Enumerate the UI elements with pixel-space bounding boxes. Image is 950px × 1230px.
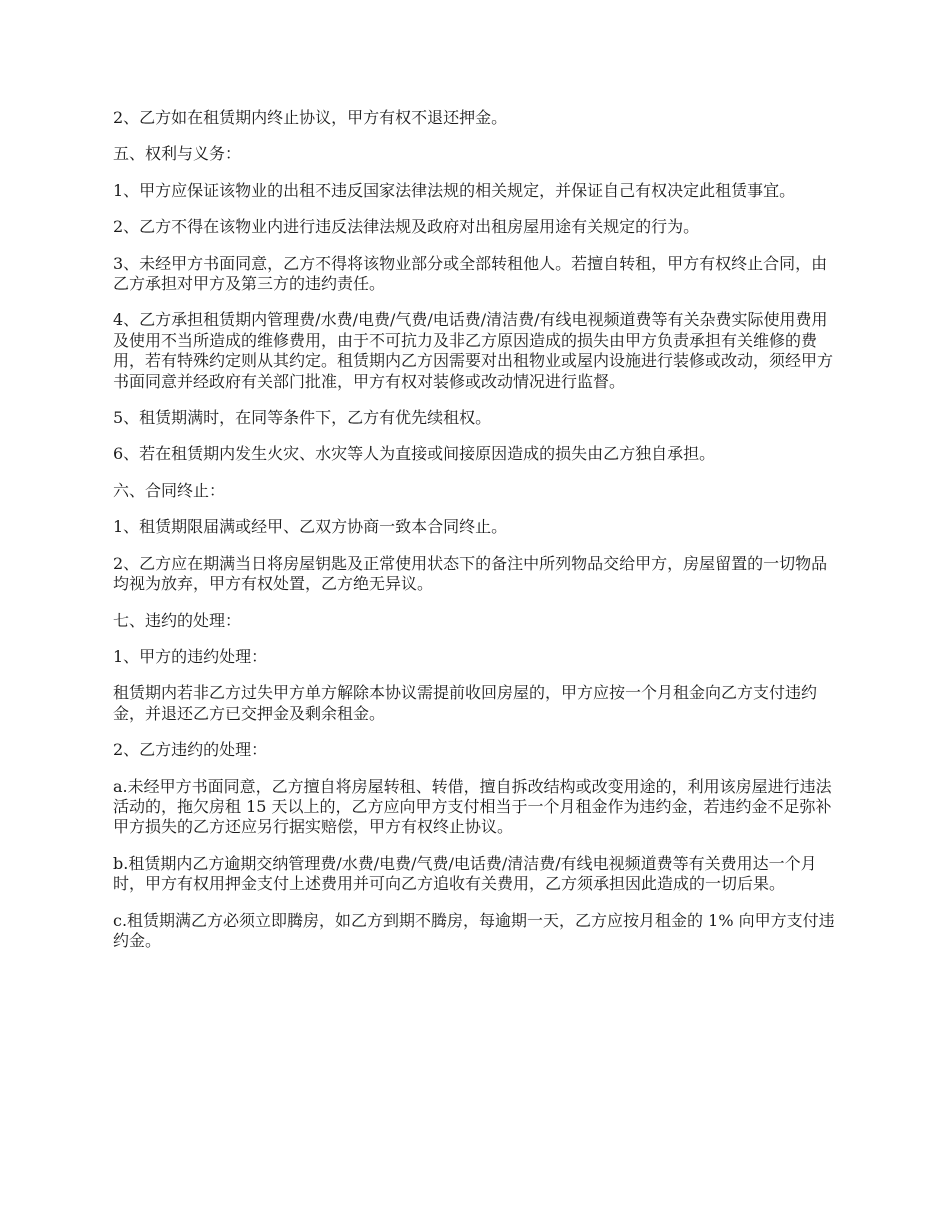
paragraph-rights-4: 4、乙方承担租赁期内管理费/水费/电费/气费/电话费/清洁费/有线电视频道费等有关杂费实际使用费用及使用不当所造成的维修费用，由于不可抗力及非乙方原因造成的损失由甲方负责承担有关维修的费用，若有特殊约定则从其约定。租赁期内乙方因需要对出租物业或屋内设施进行装修或改动，须经甲方书面同意并经政府有关部门批准，甲方有权对装修或改动情况进行监督。: [113, 310, 834, 391]
paragraph-rights-2: 2、乙方不得在该物业内进行违反法律法规及政府对出租房屋用途有关规定的行为。: [113, 217, 700, 237]
section-heading-termination: 六、合同终止：: [113, 480, 226, 500]
section-heading-rights-obligations: 五、权利与义务：: [113, 144, 242, 164]
paragraph-termination-2: 2、乙方应在期满当日将房屋钥匙及正常使用状态下的备注中所列物品交给甲方，房屋留置的一切物品均视为放弃，甲方有权处置，乙方绝无异议。: [113, 553, 828, 594]
paragraph-tenant-breach-a: a.未经甲方书面同意，乙方擅自将房屋转租、转借，擅自拆改结构或改变用途的，利用该房屋进行违法活动的，拖欠房租 15 天以上的，乙方应向甲方支付相当于一个月租金作为违约金，若违约金不足弥补甲方损失的乙方还应另行据实赔偿，甲方有权终止协议。: [113, 776, 832, 837]
paragraph-deposit-forfeit: 2、乙方如在租赁期内终止协议，甲方有权不退还押金。: [113, 108, 508, 127]
paragraph-rights-1: 1、甲方应保证该物业的出租不违反国家法律法规的相关规定，并保证自己有权决定此租赁事宜。: [113, 180, 796, 200]
paragraph-rights-5: 5、租赁期满时，在同等条件下，乙方有优先续租权。: [113, 408, 492, 428]
paragraph-tenant-breach-b: b.租赁期内乙方逾期交纳管理费/水费/电费/气费/电话费/清洁费/有线电视频道费等有关费用达一个月时，甲方有权用押金支付上述费用并可向乙方追收有关费用，乙方须承担因此造成的一切后果。: [113, 853, 817, 894]
paragraph-landlord-breach: 租赁期内若非乙方过失甲方单方解除本协议需提前收回房屋的，甲方应按一个月租金向乙方支付违约金，并退还乙方已交押金及剩余租金。: [113, 683, 818, 723]
paragraph-tenant-breach-c: c.租赁期满乙方必须立即腾房，如乙方到期不腾房，每逾期一天，乙方应按月租金的 1% 向甲方支付违约金。: [113, 910, 835, 950]
document-body: [113, 108, 838, 967]
paragraph-rights-6: 6、若在租赁期内发生火灾、水灾等人为直接或间接原因造成的损失由乙方独自承担。: [113, 444, 716, 464]
section-heading-breach: 七、违约的处理：: [113, 610, 242, 630]
subheading-landlord-breach: 1、甲方的违约处理：: [113, 646, 268, 666]
paragraph-rights-3: 3、未经甲方书面同意，乙方不得将该物业部分或全部转租他人。若擅自转租，甲方有权终止合同，由乙方承担对甲方及第三方的违约责任。: [113, 253, 828, 294]
subheading-tenant-breach: 2、乙方违约的处理：: [113, 740, 268, 760]
paragraph-termination-1: 1、租赁期限届满或经甲、乙双方协商一致本合同终止。: [113, 517, 508, 537]
